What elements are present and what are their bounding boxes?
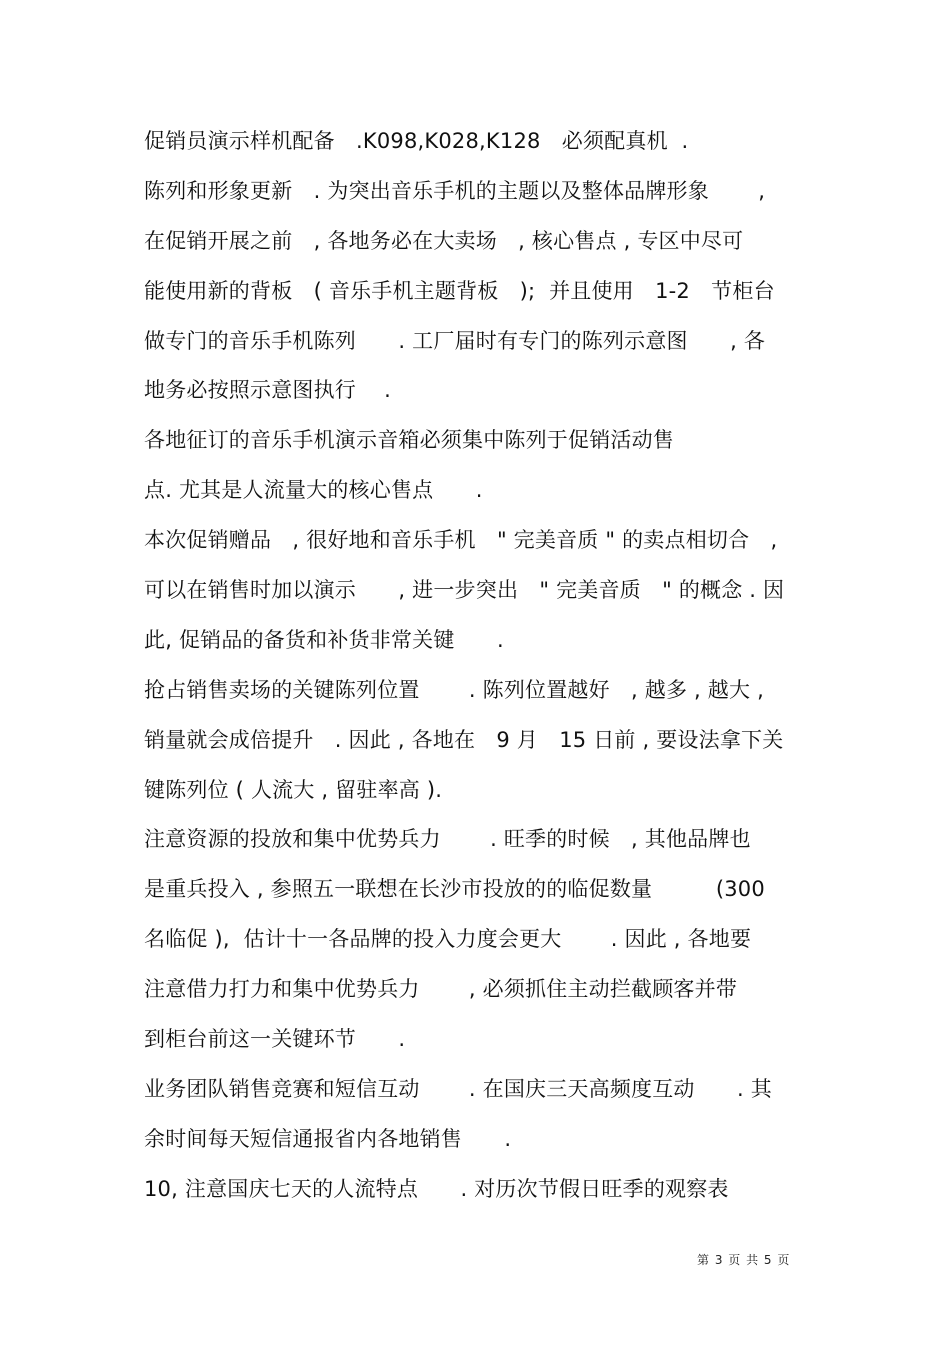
text-line: 本次促销赠品 , 很好地和音乐手机 " 完美音质 " 的卖点相切合 , [144,528,778,553]
text-line: 能使用新的背板 ( 音乐手机主题背板 ); 并且使用 1-2 节柜台 [144,278,775,303]
text-line: 注意借力打力和集中优势兵力 , 必须抓住主动拦截顾客并带 [144,977,738,1002]
text-line: 各地征订的音乐手机演示音箱必须集中陈列于促销活动售 [144,428,674,453]
text-line: 10, 注意国庆七天的人流特点 . 对历次节假日旺季的观察表 [144,1176,729,1201]
text-line: 陈列和形象更新 . 为突出音乐手机的主题以及整体品牌形象 , [144,178,766,203]
text-line: 促销员演示样机配备 .K098,K028,K128 必须配真机 . [144,129,689,153]
text-line: 抢占销售卖场的关键陈列位置 . 陈列位置越好 , 越多 , 越大 , [144,677,764,702]
body-text [144,124,824,1222]
text-line: 可以在销售时加以演示 , 进一步突出 " 完美音质 " 的概念 . 因 [144,578,785,603]
text-line: 余时间每天短信通报省内各地销售 . [144,1126,512,1151]
text-line: 键陈列位 ( 人流大 , 留驻率高 ). [144,777,443,802]
text-line: 到柜台前这一关键环节 . [144,1027,406,1052]
text-line: 销量就会成倍提升 . 因此 , 各地在 9 月 15 日前 , 要设法拿下关 [144,727,784,752]
text-line: 是重兵投入 , 参照五一联想在长沙市投放的的临促数量 (300 [144,877,765,902]
text-line: 名临促 ), 估计十一各品牌的投入力度会更大 . 因此 , 各地要 [144,927,752,952]
text-line: 点. 尤其是人流量大的核心售点 . [144,478,483,503]
text-line: 在促销开展之前 , 各地务必在大卖场 , 核心售点 , 专区中尽可 [144,228,744,253]
text-line: 注意资源的投放和集中优势兵力 . 旺季的时候 , 其他品牌也 [144,827,751,852]
text-line: 业务团队销售竞赛和短信互动 . 在国庆三天高频度互动 . 其 [144,1076,772,1101]
text-line: 地务必按照示意图执行 . [144,378,391,403]
page-number: 第 3 页 共 5 页 [697,1253,791,1267]
text-line: 做专门的音乐手机陈列 . 工厂届时有专门的陈列示意图 , 各 [144,328,766,353]
text-line: 此, 促销品的备货和补货非常关键 . [144,627,504,652]
